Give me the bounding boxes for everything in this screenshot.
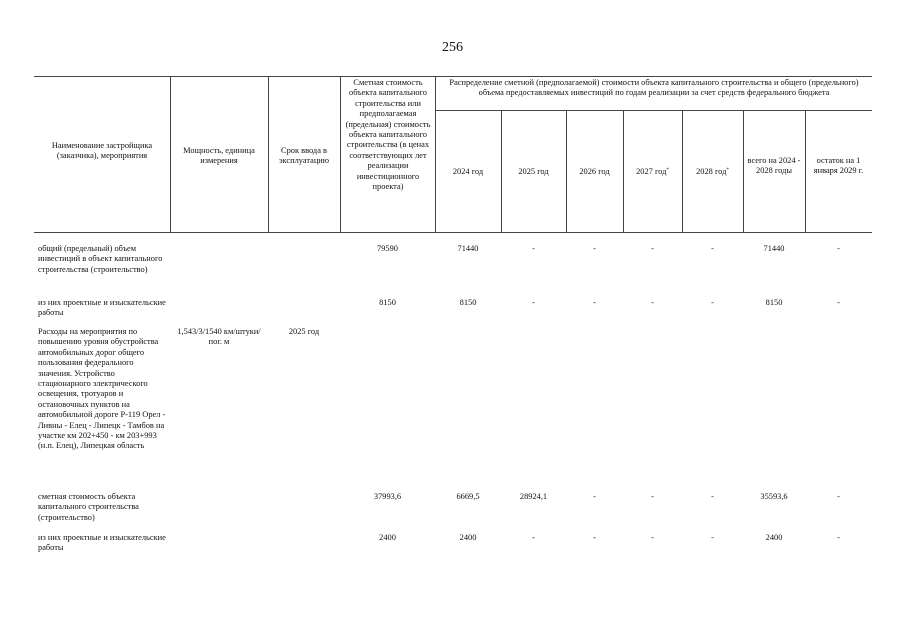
row-2025: 28924,1: [519, 492, 548, 501]
row-cost: 79590: [377, 244, 398, 253]
row-2024: 71440: [457, 244, 479, 253]
row-cost: 37993,6: [373, 492, 402, 501]
header-capacity: Мощность, единица измерения: [183, 146, 255, 166]
header-remainder: остаток на 1 января 2029 г.: [813, 156, 864, 176]
row-2027: -: [651, 298, 654, 307]
column-divider: [623, 110, 624, 232]
header-commission: Срок ввода в эксплуатацию: [278, 146, 330, 166]
header-2025: 2025 год: [518, 167, 549, 176]
header-name: Наименование застройщика (заказчика), мероприятия: [51, 141, 153, 161]
header-distribution: Распределение сметной (предполагаемой) стоимости объекта капитального строительства и общего (предельного) объема предоставляемых инвестиций по годам реализации за счет средств федерального бюджета: [449, 78, 859, 98]
column-divider: [170, 76, 171, 232]
row-total: 71440: [763, 244, 785, 253]
row-remainder: -: [837, 492, 840, 501]
row-2027: -: [651, 244, 654, 253]
row-total: 35593,6: [760, 492, 788, 501]
row-2027: -: [651, 492, 654, 501]
row-2028: -: [711, 533, 714, 542]
row-2026: -: [593, 298, 596, 307]
row-2027: -: [651, 533, 654, 542]
column-divider: [805, 110, 806, 232]
header-2026: 2026 год: [579, 167, 610, 176]
row-name: сметная стоимость объекта капитального строительства (строительство): [38, 492, 139, 522]
table-top-border: [34, 76, 872, 77]
column-divider: [340, 76, 341, 232]
column-divider: [743, 110, 744, 232]
header-2024: 2024 год: [452, 167, 484, 176]
row-2024: 2400: [459, 533, 477, 542]
row-2024: 6669,5: [456, 492, 480, 501]
row-name: Расходы на мероприятия по повышению уровня обустройства автомобильных дорог общего пользования федерального значения. Устройство стационарного электрического освещения, тротуаров и остановочных пунктов на автомобильной дороге Р-119 Орел - Ливны - Елец - Липецк - Тамбов на участке км 202+450 - км 203+993 (н.п. Елец), Липецкая область: [38, 327, 166, 451]
row-remainder: -: [837, 244, 840, 253]
row-2026: -: [593, 533, 596, 542]
row-2025: -: [532, 244, 535, 253]
row-name: из них проектные и изыскательские работы: [38, 533, 166, 553]
page-number: 256: [442, 40, 463, 55]
column-divider: [268, 76, 269, 232]
row-2024: 8150: [459, 298, 477, 307]
row-cost: 2400: [379, 533, 396, 542]
row-2026: -: [593, 244, 596, 253]
row-2028: -: [711, 244, 714, 253]
row-2026: -: [593, 492, 596, 501]
footnote-mark: *: [666, 168, 669, 173]
footnote-mark: *: [726, 168, 729, 173]
row-name: общий (предельный) объем инвестиций в объект капитального строительства (строительство): [38, 244, 163, 274]
row-2028: -: [711, 492, 714, 501]
row-capacity: 1,543/3/1540 км/штуки/пог. м: [177, 327, 261, 347]
row-remainder: -: [837, 298, 840, 307]
row-total: 8150: [765, 298, 783, 307]
table-header-bottom-border: [34, 232, 872, 233]
row-2028: -: [711, 298, 714, 307]
row-name: из них проектные и изыскательские работы: [38, 298, 166, 318]
column-divider: [435, 76, 436, 232]
row-cost: 8150: [379, 298, 396, 307]
header-estimated-cost: Сметная стоимость объекта капитального строительства или предполагаемая (предельная) стоимость объекта капитального строительства (в ценах соответствующих лет реализации инвестиционного проекта): [345, 78, 431, 192]
column-divider: [682, 110, 683, 232]
row-commission: 2025 год: [288, 327, 320, 336]
header-2027: 2027 год*: [636, 167, 669, 176]
row-2025: -: [532, 298, 535, 307]
header-total: всего на 2024 - 2028 годы: [747, 156, 801, 176]
row-remainder: -: [837, 533, 840, 542]
column-divider: [501, 110, 502, 232]
header-2028: 2028 год*: [696, 167, 729, 176]
column-divider: [566, 110, 567, 232]
row-total: 2400: [765, 533, 783, 542]
row-2025: -: [532, 533, 535, 542]
